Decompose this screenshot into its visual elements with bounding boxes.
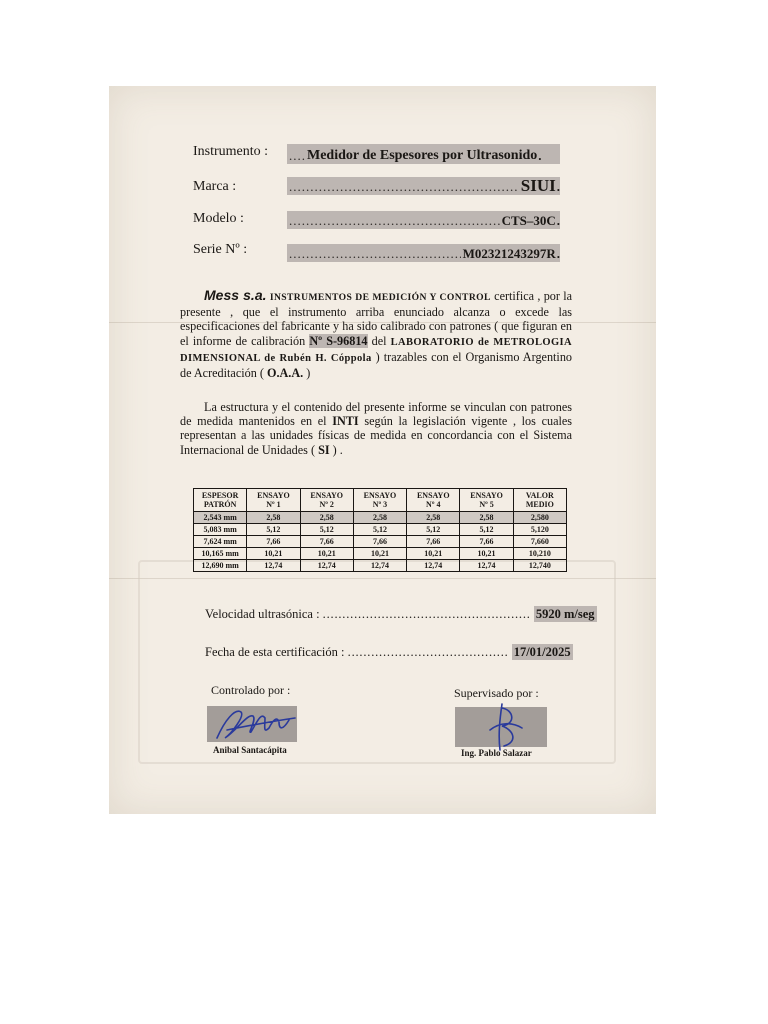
si-abbrev: SI <box>318 442 330 457</box>
leader-dots <box>287 148 305 164</box>
brand-description: INSTRUMENTOS DE MEDICIÓN Y CONTROL <box>269 292 491 303</box>
fecha-label: Fecha de esta certificación : <box>205 645 345 659</box>
test-value-cell: 2,58 <box>300 512 353 524</box>
test-value-cell: 5,12 <box>300 524 353 536</box>
table-header-cell: ENSAYO Nº 3 <box>353 489 406 512</box>
certification-paragraph: Mess s.a. INSTRUMENTOS DE MEDICIÓN Y CONTROL certifica , por la presente , que el instrumento arriba enunciado alcanza o excede las especificaciones del fabricante y ha sido calibrado con patrones ( que figuran en el informe de calibración Nº S-96814 del LABORATORIO de METROLOGIA DIMENSIONAL de Rubén H. Cóppola ) trazables con el Organismo Argentino de Acreditación ( O.A.A. ) <box>180 287 573 381</box>
traceability-paragraph: La estructura y el contenido del presente informe se vinculan con patrones de medida mantenidos en el INTI según la legislación vigente , los cuales representan a las unidades físicas de medida en concordancia con el Sistema Internacional de Unidades ( SI ) . <box>180 400 573 457</box>
serie-label: Serie Nº : <box>193 242 248 257</box>
test-value-cell: 5,12 <box>353 524 406 536</box>
report-number: Nº S-96814 <box>309 333 368 348</box>
table-header-cell: ENSAYO Nº 2 <box>300 489 353 512</box>
velocidad-label: Velocidad ultrasónica : <box>205 607 320 621</box>
table-row <box>194 548 567 560</box>
inti-abbrev: INTI <box>332 414 359 429</box>
fecha-line: Fecha de esta certificación : ......................................... 17/01/2025 <box>205 645 571 659</box>
laboratory-name: LABORATORIO de METROLOGIA DIMENSIONAL de Rubén H. Cóppola <box>180 336 572 364</box>
left-signature-icon <box>207 700 299 748</box>
modelo-label: Modelo : <box>193 211 244 226</box>
standard-thickness-cell: 10,165 mm <box>194 548 247 560</box>
table-row <box>194 524 567 536</box>
test-value-cell: 10,21 <box>300 548 353 560</box>
mean-value-cell: 2,580 <box>513 512 566 524</box>
test-value-cell: 12,74 <box>300 560 353 572</box>
oaa-abbrev: O.A.A. <box>266 366 304 381</box>
test-value-cell: 7,66 <box>407 536 460 548</box>
serie-value: M02321243297R <box>462 246 556 261</box>
test-value-cell: 12,74 <box>460 560 513 572</box>
brand-name: Mess s.a. <box>204 287 267 303</box>
test-value-cell: 7,66 <box>247 536 300 548</box>
table-header-row <box>194 489 567 512</box>
test-value-cell: 7,66 <box>353 536 406 548</box>
test-value-cell: 2,58 <box>407 512 460 524</box>
instrumento-value: Medidor de Espesores por Ultrasonido <box>307 148 538 163</box>
modelo-value: CTS–30C <box>501 213 556 228</box>
test-value-cell: 7,66 <box>460 536 513 548</box>
test-value-cell: 7,66 <box>300 536 353 548</box>
mean-value-cell: 5,120 <box>513 524 566 536</box>
instrumento-value-box: ..... Medidor de Espesores por Ultrasonido . <box>287 144 560 164</box>
right-signatory-name: Ing. Pablo Salazar <box>461 748 532 758</box>
mean-value-cell: 10,210 <box>513 548 566 560</box>
marca-label: Marca : <box>193 179 237 194</box>
table-header-cell: ENSAYO Nº 5 <box>460 489 513 512</box>
mean-value-cell: 12,740 <box>513 560 566 572</box>
mean-value-cell: 7,660 <box>513 536 566 548</box>
test-value-cell: 5,12 <box>407 524 460 536</box>
standard-thickness-cell: 5,083 mm <box>194 524 247 536</box>
leader-dots <box>287 246 461 262</box>
test-value-cell: 12,74 <box>247 560 300 572</box>
table-header-cell: VALOR MEDIO <box>513 489 566 512</box>
test-value-cell: 12,74 <box>407 560 460 572</box>
test-value-cell: 10,21 <box>460 548 513 560</box>
leader-dots <box>287 213 500 229</box>
table-row <box>194 512 567 524</box>
marca-value-box: ..... SIUI . <box>287 177 560 195</box>
test-value-cell: 5,12 <box>247 524 300 536</box>
instrumento-label: Instrumento : <box>193 144 269 159</box>
marca-value: SIUI <box>520 177 556 195</box>
table-header-cell: ENSAYO Nº 4 <box>407 489 460 512</box>
table-row <box>194 536 567 548</box>
test-value-cell: 10,21 <box>407 548 460 560</box>
table-header-cell: ESPESOR PATRÓN <box>194 489 247 512</box>
test-value-cell: 10,21 <box>353 548 406 560</box>
test-value-cell: 12,74 <box>353 560 406 572</box>
test-value-cell: 2,58 <box>460 512 513 524</box>
calibration-table <box>193 488 567 572</box>
left-signatory-name: Anibal Santacápita <box>213 745 287 755</box>
test-value-cell: 5,12 <box>460 524 513 536</box>
velocidad-value: 5920 m/seg <box>535 607 595 621</box>
standard-thickness-cell: 7,624 mm <box>194 536 247 548</box>
standard-thickness-cell: 12,690 mm <box>194 560 247 572</box>
fecha-value: 17/01/2025 <box>513 645 571 659</box>
velocidad-line: Velocidad ultrasónica : ..................................................... 5920 m/seg <box>205 607 595 621</box>
modelo-value-box: ..... CTS–30C . <box>287 211 560 229</box>
controlado-label: Controlado por : <box>211 683 291 697</box>
test-value-cell: 2,58 <box>353 512 406 524</box>
standard-thickness-cell: 2,543 mm <box>194 512 247 524</box>
table-row <box>194 560 567 572</box>
supervisado-label: Supervisado por : <box>454 686 539 700</box>
test-value-cell: 10,21 <box>247 548 300 560</box>
leader-dots <box>287 179 519 195</box>
serie-value-box: ..... M02321243297R . <box>287 244 560 262</box>
table-header-cell: ENSAYO Nº 1 <box>247 489 300 512</box>
test-value-cell: 2,58 <box>247 512 300 524</box>
